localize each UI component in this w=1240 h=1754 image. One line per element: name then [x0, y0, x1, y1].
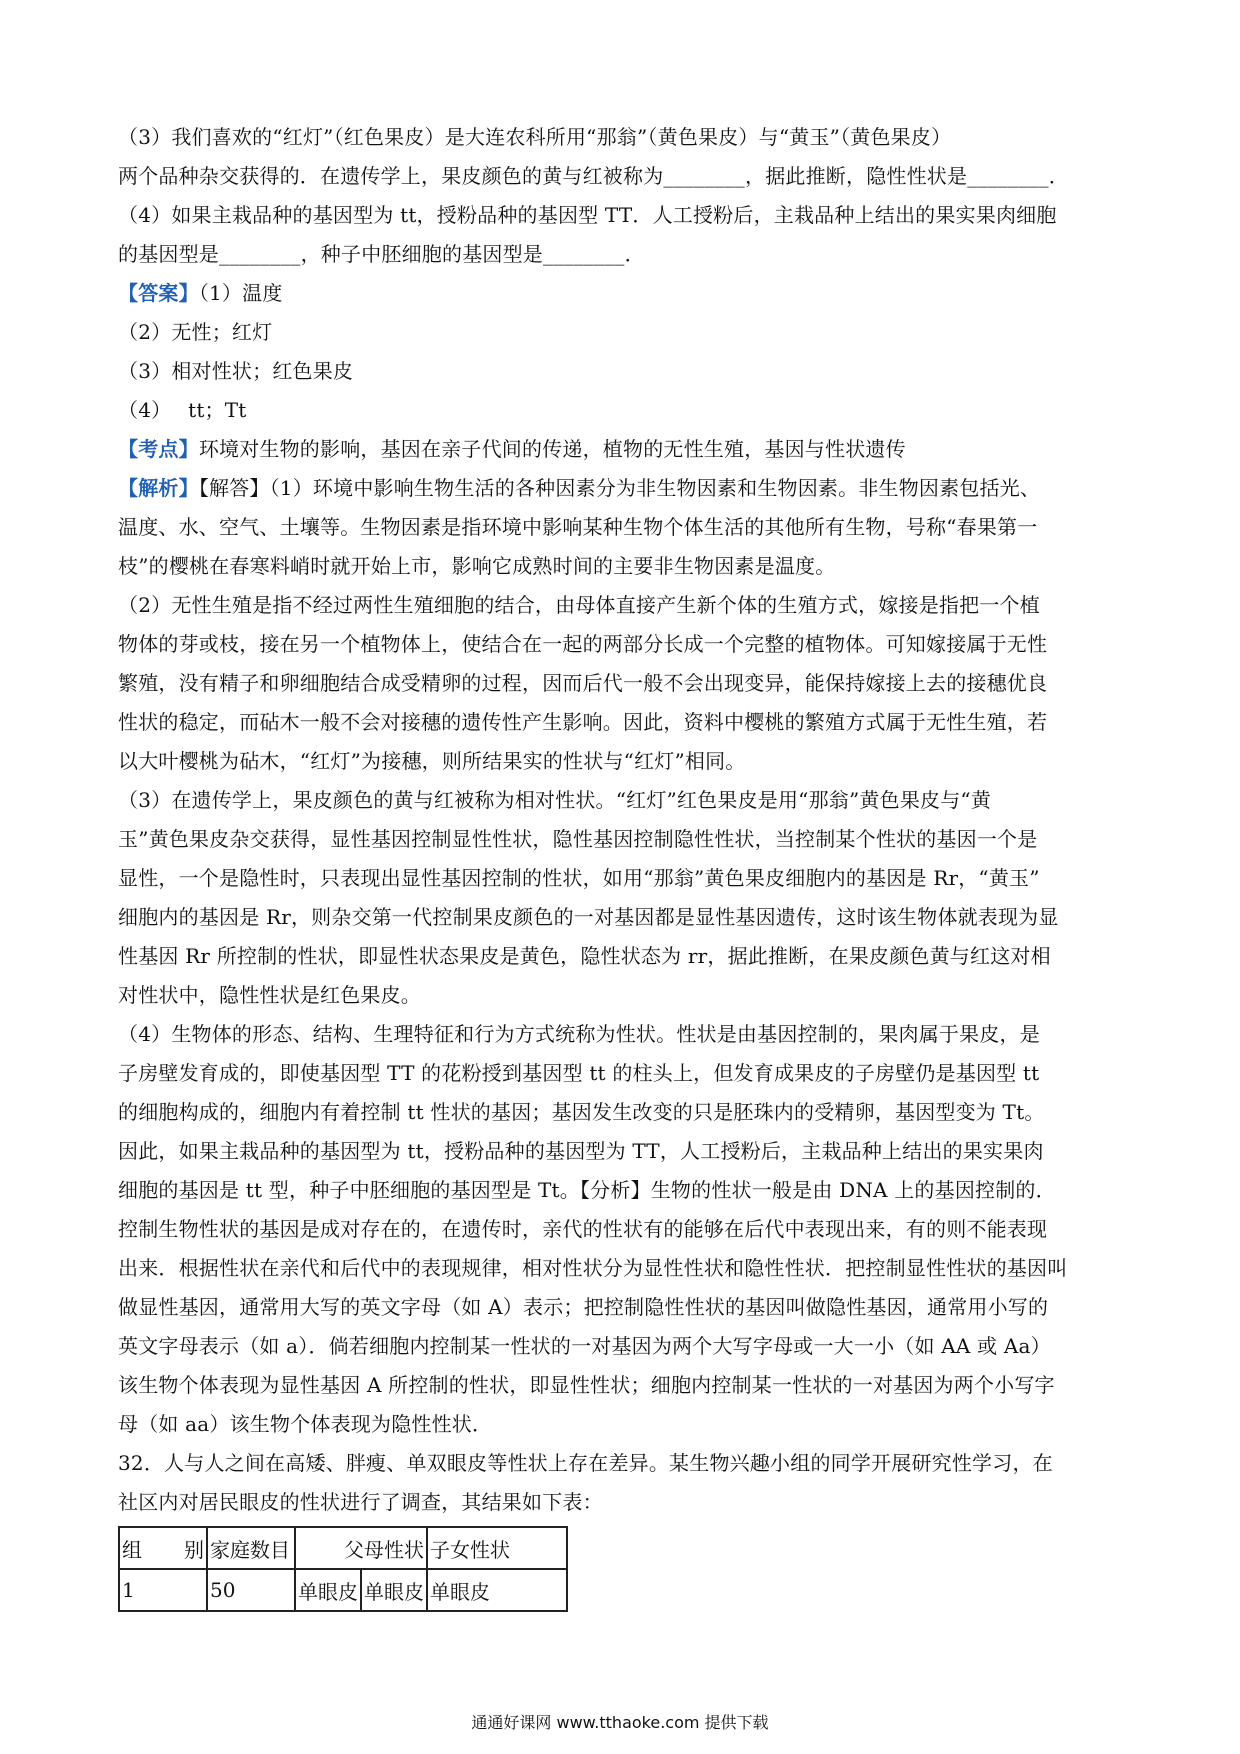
jiexi-line: 控制生物性状的基因是成对存在的，在遗传时，亲代的性状有的能够在后代中表现出来，有的则不能表现 — [118, 1217, 1048, 1241]
jiexi-line: 英文字母表示（如 a）．倘若细胞内控制某一性状的一对基因为两个大写字母或一大一小（如 AA 或 Aa） — [118, 1334, 1051, 1358]
table-row — [119, 1569, 567, 1611]
jiexi-line: 温度、水、空气、土壤等。生物因素是指环境中影响某种生物个体生活的其他所有生物，号称“春果第一 — [118, 515, 1038, 539]
document-page — [118, 118, 1130, 1612]
jiexi-line: 细胞的基因是 tt 型，种子中胚细胞的基因型是 Tt。【分析】生物的性状一般是由 DNA 上的基因控制的． — [118, 1178, 1056, 1202]
question-line: （3）我们喜欢的“红灯”（红色果皮）是大连农科所用“那翁”（黄色果皮）与“黄玉”（黄色果皮） — [118, 125, 952, 149]
answer-text: （1）温度 — [198, 281, 283, 305]
header-parents: 父母性状 — [295, 1527, 427, 1569]
kaodian-text: 环境对生物的影响，基因在亲子代间的传递，植物的无性生殖，基因与性状遗传 — [198, 437, 906, 461]
header-families: 家庭数目 — [207, 1527, 295, 1569]
question-32-line: 社区内对居民眼皮的性状进行了调查，其结果如下表： — [118, 1490, 603, 1514]
answer-item: （4） tt；Tt — [118, 398, 247, 422]
jiexi-line: 繁殖，没有精子和卵细胞结合成受精卵的过程，因而后代一般不会出现变异，能保持嫁接上去的接穗优良 — [118, 671, 1048, 695]
question-32-line: 32．人与人之间在高矮、胖瘦、单双眼皮等性状上存在差异。某生物兴趣小组的同学开展研究性学习，在 — [118, 1451, 1053, 1475]
jiexi-line: 的细胞构成的，细胞内有着控制 tt 性状的基因；基因发生改变的只是胚珠内的受精卵，基因型变为 Tt。 — [118, 1100, 1045, 1124]
jiexi-line: 该生物个体表现为显性基因 A 所控制的性状，即显性性状；细胞内控制某一性状的一对基因为两个小写字 — [118, 1373, 1055, 1397]
jiexi-line: 因此，如果主栽品种的基因型为 tt，授粉品种的基因型为 TT，人工授粉后，主栽品种上结出的果实果肉 — [118, 1139, 1044, 1163]
question-line: 两个品种杂交获得的．在遗传学上，果皮颜色的黄与红被称为________，据此推断，隐性性状是________． — [118, 164, 1069, 188]
kaodian-line — [118, 430, 1130, 469]
jiexi-line: （2）无性生殖是指不经过两性生殖细胞的结合，由母体直接产生新个体的生殖方式，嫁接是指把一个植 — [118, 593, 1040, 617]
jiexi-tag: 【解析】 — [118, 476, 199, 500]
question-line: （4）如果主栽品种的基因型为 tt，授粉品种的基因型 TT．人工授粉后，主栽品种上结出的果实果肉细胞 — [118, 203, 1057, 227]
jiexi-line: 枝”的樱桃在春寒料峭时就开始上市，影响它成熟时间的主要非生物因素是温度。 — [118, 554, 836, 578]
jiexi-line: 性基因 Rr 所控制的性状，即显性状态果皮是黄色，隐性状态为 rr，据此推断，在果皮颜色黄与红这对相 — [118, 944, 1051, 968]
jiexi-line: 性状的稳定，而砧木一般不会对接穗的遗传性产生影响。因此，资料中樱桃的繁殖方式属于无性生殖，若 — [118, 710, 1048, 734]
jiexi-line: 物体的芽或枝，接在另一个植物体上，使结合在一起的两部分长成一个完整的植物体。可知嫁接属于无性 — [118, 632, 1048, 656]
kaodian-tag: 【考点】 — [118, 437, 199, 461]
jiexi-line: （3）在遗传学上，果皮颜色的黄与红被称为相对性状。“红灯”红色果皮是用“那翁”黄色果皮与“黄 — [118, 788, 992, 812]
jiexi-line: 出来．根据性状在亲代和后代中的表现规律，相对性状分为显性性状和隐性性状．把控制显性性状的基因叫 — [118, 1256, 1068, 1280]
answer-item: （3）相对性状；红色果皮 — [118, 359, 354, 383]
jiexi-line: 做显性基因，通常用大写的英文字母（如 A）表示；把控制隐性性状的基因叫做隐性基因，通常用小写的 — [118, 1295, 1049, 1319]
cell-families: 50 — [207, 1569, 295, 1611]
cell-mother: 单眼皮 — [361, 1569, 427, 1611]
jiexi-line — [118, 469, 1130, 508]
jiexi-line: 母（如 aa）该生物个体表现为隐性性状． — [118, 1412, 493, 1436]
question-line: 的基因型是________，种子中胚细胞的基因型是________． — [118, 242, 645, 266]
answer-item: （2）无性；红灯 — [118, 320, 273, 344]
page-footer: 通通好课网 www.tthaoke.com 提供下载 — [471, 1713, 769, 1732]
jiexi-line: 子房壁发育成的，即使基因型 TT 的花粉授到基因型 tt 的柱头上，但发育成果皮的子房壁仍是基因型 tt — [118, 1061, 1040, 1085]
jiexi-line: 显性，一个是隐性时，只表现出显性基因控制的性状，如用“那翁”黄色果皮细胞内的基因是 Rr，“黄玉” — [118, 866, 1040, 890]
cell-group: 1 — [119, 1569, 207, 1611]
header-children: 子女性状 — [427, 1527, 567, 1569]
table-header-row — [119, 1527, 567, 1569]
header-group — [119, 1527, 207, 1569]
jiexi-line: 细胞内的基因是 Rr，则杂交第一代控制果皮颜色的一对基因都是显性基因遗传，这时该生物体就表现为显 — [118, 905, 1059, 929]
answer-line — [118, 274, 1130, 313]
jiexi-line: （4）生物体的形态、结构、生理特征和行为方式统称为性状。性状是由基因控制的，果肉属于果皮，是 — [118, 1022, 1040, 1046]
survey-table — [118, 1526, 568, 1612]
header-group-a: 组 — [122, 1537, 142, 1562]
jiexi-line: 玉”黄色果皮杂交获得，显性基因控制显性性状，隐性基因控制隐性性状，当控制某个性状的基因一个是 — [118, 827, 1038, 851]
header-group-b: 别 — [184, 1537, 204, 1562]
cell-child: 单眼皮 — [427, 1569, 567, 1611]
jiexi-line: 对性状中，隐性性状是红色果皮。 — [118, 983, 421, 1007]
cell-father: 单眼皮 — [295, 1569, 361, 1611]
answer-tag: 【答案】 — [118, 281, 199, 305]
jiexi-line: 以大叶樱桃为砧木，“红灯”为接穗，则所结果实的性状与“红灯”相同。 — [118, 749, 746, 773]
jiexi-text: 【解答】（1）环境中影响生物生活的各种因素分为非生物因素和生物因素。非生物因素包括光、 — [198, 476, 1041, 500]
